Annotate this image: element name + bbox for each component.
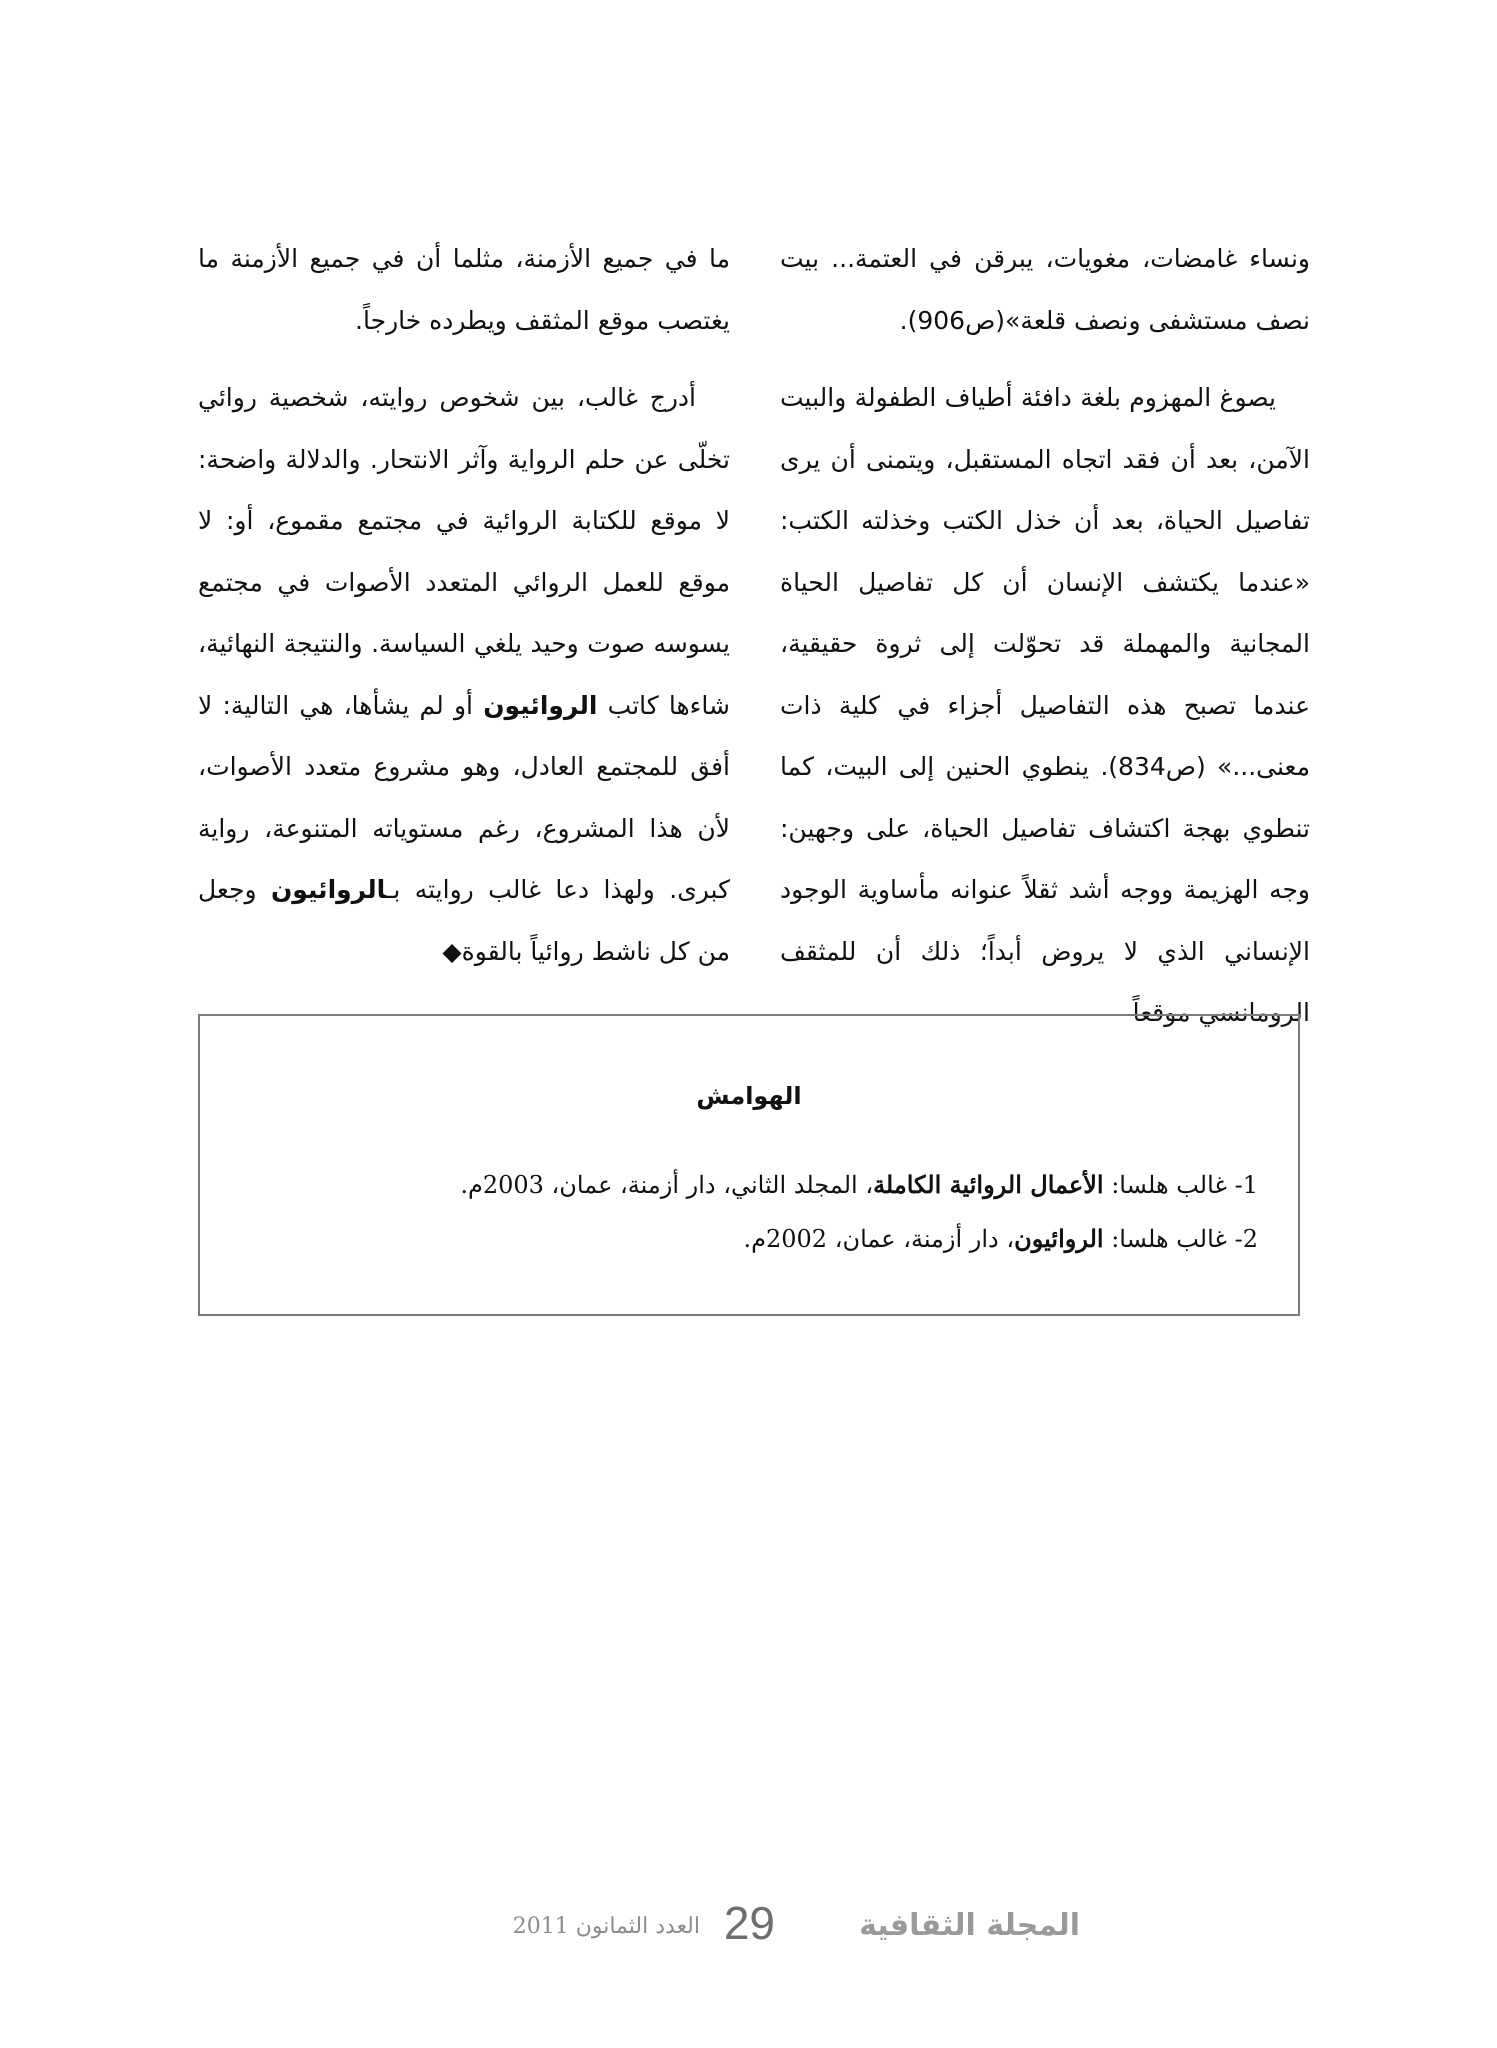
footnotes-box <box>198 1014 1300 1316</box>
magazine-name: المجلة الثقافية <box>859 1908 1080 1943</box>
paragraph: ونساء غامضات، مغويات، يبرقن في العتمة... بيت نصف مستشفى ونصف قلعة»(ص906). <box>780 244 1310 335</box>
book-title-bold: الروائيون <box>270 875 387 904</box>
book-title-bold: الروائيون <box>483 690 598 720</box>
paragraph <box>198 367 730 982</box>
article-column-right <box>780 228 1310 1044</box>
paragraph: يصوغ المهزوم بلغة دافئة أطياف الطفولة والبيت الآمن، بعد أن فقد اتجاه المستقبل، ويتمنى أن يرى تفاصيل الحياة، بعد أن خذل الكتب وخذلته الكتب: «عندما يكتشف الإنسان أن كل تفاصيل الحياة المجانية والمهملة قد تحوّلت إلى ثروة حقيقية، عندما تصبح هذه التفاصيل أجزاء في كلية ذات معنى...» (ص834). ينطوي الحنين إلى البيت، كما تنطوي بهجة اكتشاف تفاصيل الحياة، على وجهين: وجه الهزيمة ووجه أشد ثقلاً عنوانه مأساوية الوجود الإنساني الذي لا يروض أبداً؛ ذلك أن للمثقف الرومانسي موقعاً <box>780 383 1310 1027</box>
footnote-prefix: 2- غالب هلسا: <box>1103 1225 1258 1253</box>
article-column-left <box>198 228 730 982</box>
page-number: 29 <box>723 1897 775 1949</box>
issue-label: العدد الثمانون 2011 <box>512 1914 700 1939</box>
footnote-title: الروائيون <box>1014 1224 1104 1253</box>
footnote-item <box>240 1158 1258 1212</box>
text-run: وجعل من كل ناشط روائياً بالقوة◆ <box>198 875 730 966</box>
footnotes-title: الهوامش <box>696 1082 802 1110</box>
paragraph: ما في جميع الأزمنة، مثلما أن في جميع الأزمنة ما يغتصب موقع المثقف ويطرده خارجاً. <box>198 244 730 335</box>
text-run: أدرج غالب، بين شخوص روايته، شخصية روائي تخلّى عن حلم الرواية وآثر الانتحار. والدلالة واضحة: لا موقع للكتابة الروائية في مجتمع مقموع، أو: لا موقع للعمل الروائي المتعدد الأصوات في مجتمع يسوسه صوت وحيد يلغي السياسة. والنتيجة النهائية، شاءها كاتب <box>198 383 731 720</box>
footnote-suffix: ، المجلد الثاني، دار أزمنة، عمان، 2003م. <box>460 1171 874 1199</box>
footnote-item <box>240 1212 1258 1266</box>
footnote-suffix: ، دار أزمنة، عمان، 2002م. <box>743 1225 1015 1253</box>
footnote-title: الأعمال الروائية الكاملة <box>873 1170 1104 1199</box>
footnotes-list <box>240 1158 1258 1266</box>
text-run: أو لم يشأها، هي التالية: لا أفق للمجتمع العادل، وهو مشروع متعدد الأصوات، لأن هذا المشروع، رغم مستوياته المتنوعة، رواية كبرى. ولهذا دعا غالب روايته بـ <box>198 690 730 904</box>
footnote-prefix: 1- غالب هلسا: <box>1103 1171 1258 1199</box>
page-footer <box>430 1898 1080 1958</box>
